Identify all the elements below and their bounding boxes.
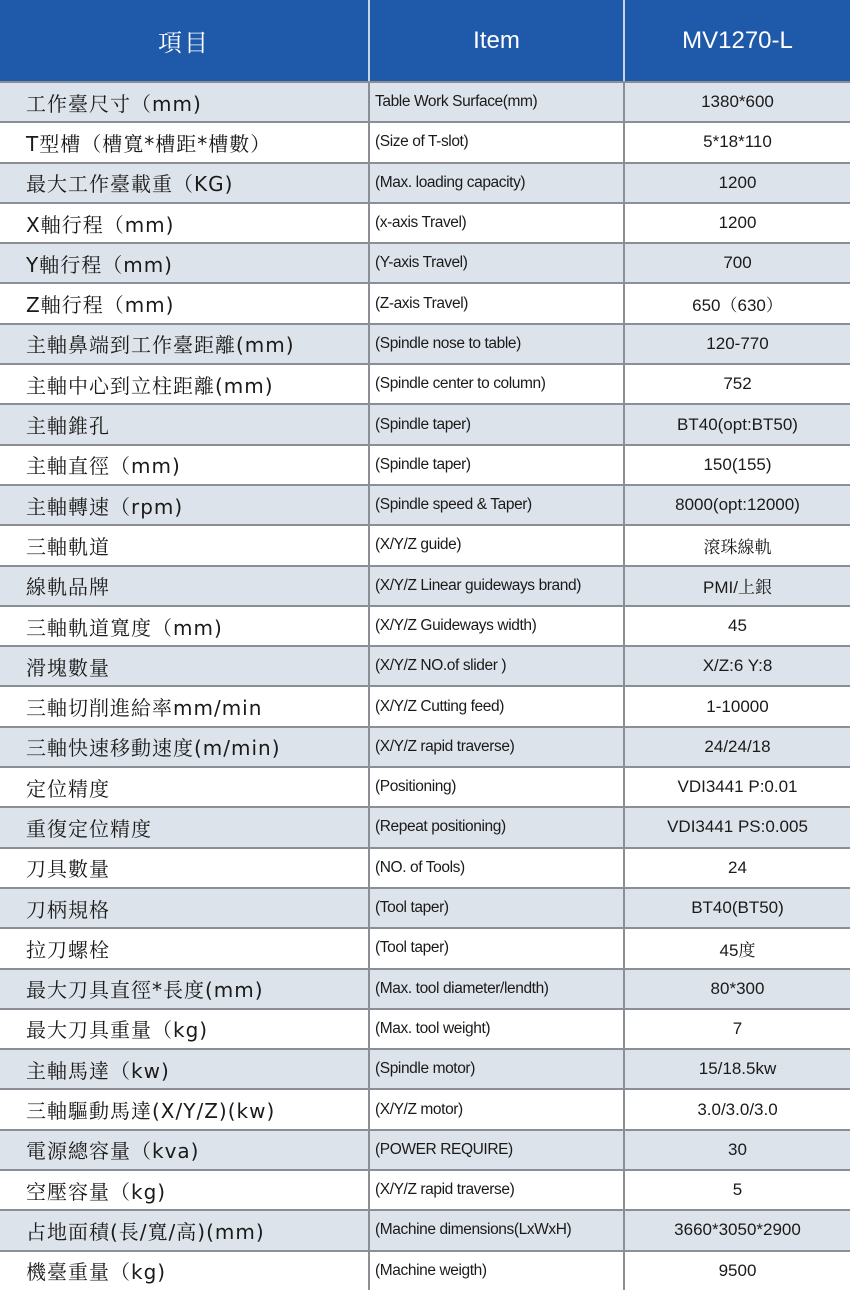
spec-name-cn: 主軸馬達（kw)	[0, 1050, 370, 1088]
table-row	[0, 405, 850, 443]
spec-name-cn: Z軸行程（mm)	[0, 284, 370, 322]
table-row	[0, 1171, 850, 1209]
table-row	[0, 325, 850, 363]
spec-value: 3660*3050*2900	[625, 1211, 850, 1249]
spec-name-en: (Y-axis Travel)	[370, 244, 625, 282]
table-row	[0, 1211, 850, 1249]
spec-value: VDI3441 P:0.01	[625, 768, 850, 806]
spec-name-cn: 主軸轉速（rpm)	[0, 486, 370, 524]
spec-name-cn: 刀具數量	[0, 849, 370, 887]
spec-name-en: (X/Y/Z motor)	[370, 1090, 625, 1128]
spec-name-en: (Repeat positioning)	[370, 808, 625, 846]
table-row	[0, 607, 850, 645]
spec-value: 24/24/18	[625, 728, 850, 766]
spec-name-en: (Tool taper)	[370, 929, 625, 967]
spec-name-en: (NO. of Tools)	[370, 849, 625, 887]
spec-name-en: (X/Y/Z guide)	[370, 526, 625, 564]
spec-name-en: (Spindle taper)	[370, 405, 625, 443]
spec-name-cn: 主軸錐孔	[0, 405, 370, 443]
spec-value: 752	[625, 365, 850, 403]
spec-name-en: (Z-axis Travel)	[370, 284, 625, 322]
spec-name-en: (Spindle center to column)	[370, 365, 625, 403]
header-item-en: Item	[370, 0, 625, 81]
spec-name-en: (Tool taper)	[370, 889, 625, 927]
spec-name-cn: 主軸鼻端到工作臺距離(mm)	[0, 325, 370, 363]
spec-name-en: (X/Y/Z Linear guideways brand)	[370, 567, 625, 605]
spec-name-en: (Machine weigth)	[370, 1252, 625, 1290]
spec-name-cn: 空壓容量（kg)	[0, 1171, 370, 1209]
table-row	[0, 929, 850, 967]
spec-name-cn: 工作臺尺寸（mm)	[0, 83, 370, 121]
table-row	[0, 1010, 850, 1048]
spec-name-cn: 拉刀螺栓	[0, 929, 370, 967]
spec-name-cn: 三軸軌道寬度（mm)	[0, 607, 370, 645]
table-row	[0, 808, 850, 846]
table-row	[0, 123, 850, 161]
spec-value: 80*300	[625, 970, 850, 1008]
spec-name-en: (X/Y/Z Cutting feed)	[370, 687, 625, 725]
spec-name-cn: 重復定位精度	[0, 808, 370, 846]
spec-name-en: Table Work Surface(mm)	[370, 83, 625, 121]
spec-name-en: (Size of T-slot)	[370, 123, 625, 161]
spec-name-cn: 滑塊數量	[0, 647, 370, 685]
table-row	[0, 768, 850, 806]
spec-name-cn: 電源總容量（kva)	[0, 1131, 370, 1169]
spec-name-en: (Max. loading capacity)	[370, 164, 625, 202]
spec-value: 滾珠線軌	[625, 526, 850, 564]
spec-name-cn: 主軸中心到立柱距離(mm)	[0, 365, 370, 403]
spec-value: 8000(opt:12000)	[625, 486, 850, 524]
spec-name-en: (Positioning)	[370, 768, 625, 806]
spec-name-cn: 三軸驅動馬達(X/Y/Z)(kw)	[0, 1090, 370, 1128]
spec-value: 5	[625, 1171, 850, 1209]
table-row	[0, 687, 850, 725]
table-row	[0, 164, 850, 202]
spec-value: BT40(BT50)	[625, 889, 850, 927]
spec-name-cn: 線軌品牌	[0, 567, 370, 605]
spec-name-en: (POWER REQUIRE)	[370, 1131, 625, 1169]
spec-name-en: (Max. tool weight)	[370, 1010, 625, 1048]
spec-value: 24	[625, 849, 850, 887]
spec-value: 1-10000	[625, 687, 850, 725]
table-row	[0, 526, 850, 564]
spec-value: X/Z:6 Y:8	[625, 647, 850, 685]
spec-value: VDI3441 PS:0.005	[625, 808, 850, 846]
table-body	[0, 83, 850, 1292]
spec-value: 7	[625, 1010, 850, 1048]
spec-value: 1380*600	[625, 83, 850, 121]
spec-value: 30	[625, 1131, 850, 1169]
spec-name-cn: T型槽（槽寬*槽距*槽數）	[0, 123, 370, 161]
table-row	[0, 647, 850, 685]
spec-value: 650（630）	[625, 284, 850, 322]
spec-value: 15/18.5kw	[625, 1050, 850, 1088]
table-row	[0, 446, 850, 484]
spec-name-en: (x-axis Travel)	[370, 204, 625, 242]
spec-value: 5*18*110	[625, 123, 850, 161]
table-row	[0, 244, 850, 282]
spec-name-en: (X/Y/Z rapid traverse)	[370, 1171, 625, 1209]
header-item-cn: 項目	[0, 0, 370, 81]
table-row	[0, 1131, 850, 1169]
table-row	[0, 1090, 850, 1128]
spec-name-cn: 刀柄規格	[0, 889, 370, 927]
spec-name-en: (Spindle speed & Taper)	[370, 486, 625, 524]
spec-name-cn: 最大工作臺載重（KG)	[0, 164, 370, 202]
spec-value: BT40(opt:BT50)	[625, 405, 850, 443]
spec-name-cn: 三軸切削進給率mm/min	[0, 687, 370, 725]
table-row	[0, 567, 850, 605]
spec-value: 1200	[625, 164, 850, 202]
spec-name-cn: 三軸快速移動速度(m/min)	[0, 728, 370, 766]
spec-value: 120-770	[625, 325, 850, 363]
spec-name-en: (X/Y/Z NO.of slider )	[370, 647, 625, 685]
spec-name-cn: X軸行程（mm)	[0, 204, 370, 242]
header-model: MV1270-L	[625, 0, 850, 81]
table-header	[0, 0, 850, 81]
spec-name-en: (Spindle nose to table)	[370, 325, 625, 363]
table-row	[0, 970, 850, 1008]
spec-name-cn: 最大刀具直徑*長度(mm)	[0, 970, 370, 1008]
spec-name-cn: 定位精度	[0, 768, 370, 806]
table-row	[0, 284, 850, 322]
spec-value: 3.0/3.0/3.0	[625, 1090, 850, 1128]
spec-value: 45	[625, 607, 850, 645]
table-row	[0, 83, 850, 121]
spec-name-cn: 機臺重量（kg)	[0, 1252, 370, 1290]
spec-value: PMI/上銀	[625, 567, 850, 605]
table-row	[0, 849, 850, 887]
spec-value: 150(155)	[625, 446, 850, 484]
spec-name-en: (Spindle motor)	[370, 1050, 625, 1088]
table-row	[0, 1050, 850, 1088]
spec-value: 9500	[625, 1252, 850, 1290]
table-row	[0, 365, 850, 403]
spec-value: 700	[625, 244, 850, 282]
table-row	[0, 486, 850, 524]
spec-name-en: (Machine dimensions(LxWxH)	[370, 1211, 625, 1249]
spec-name-cn: 主軸直徑（mm)	[0, 446, 370, 484]
spec-name-en: (Spindle taper)	[370, 446, 625, 484]
table-row	[0, 204, 850, 242]
spec-name-en: (X/Y/Z rapid traverse)	[370, 728, 625, 766]
table-row	[0, 889, 850, 927]
spec-value: 45度	[625, 929, 850, 967]
spec-name-cn: 三軸軌道	[0, 526, 370, 564]
table-row	[0, 1252, 850, 1290]
spec-name-en: (X/Y/Z Guideways width)	[370, 607, 625, 645]
table-row	[0, 728, 850, 766]
spec-value: 1200	[625, 204, 850, 242]
spec-name-cn: Y軸行程（mm)	[0, 244, 370, 282]
spec-name-cn: 占地面積(長/寬/高)(mm)	[0, 1211, 370, 1249]
spec-name-en: (Max. tool diameter/lendth)	[370, 970, 625, 1008]
spec-name-cn: 最大刀具重量（kg)	[0, 1010, 370, 1048]
